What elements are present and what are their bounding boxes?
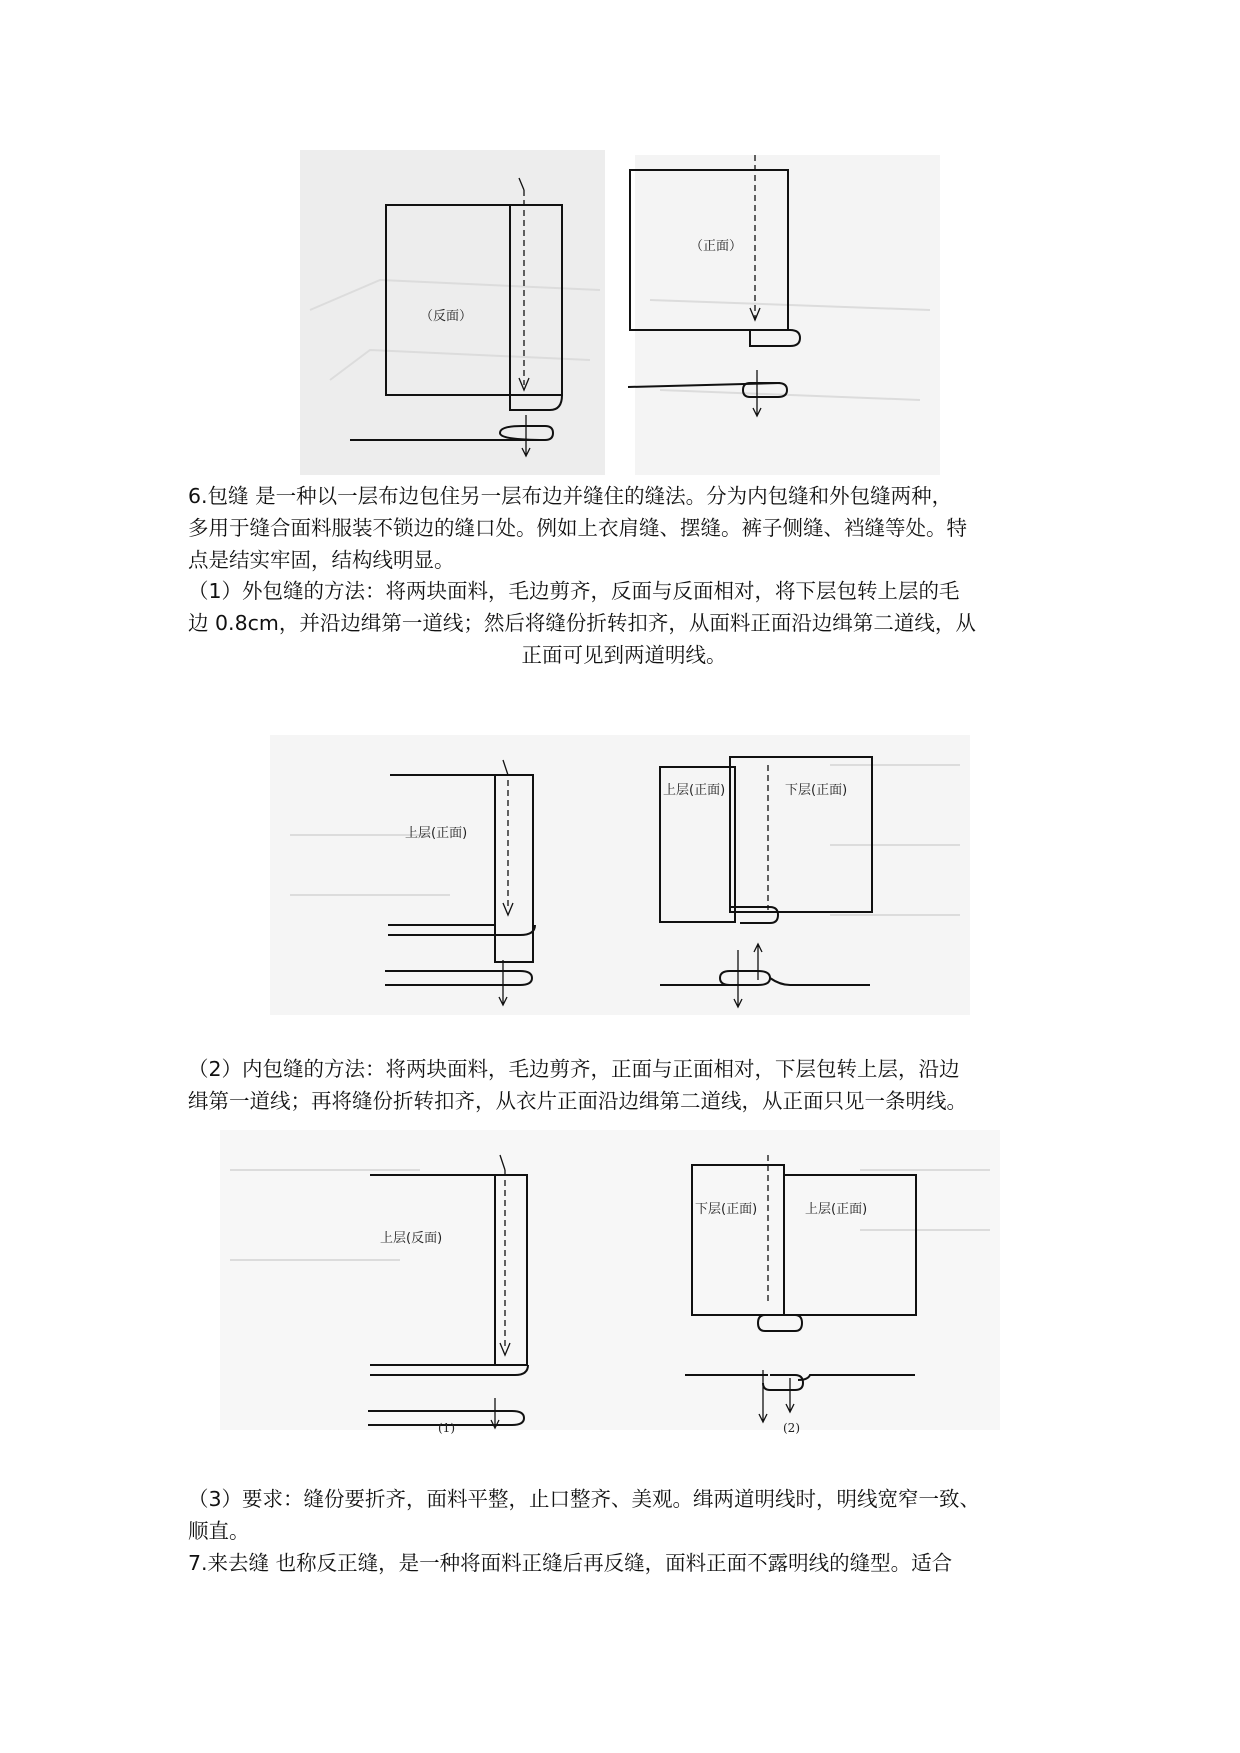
- text-line: 顺直。: [188, 1519, 250, 1543]
- text-line: 正面可见到两道明线。: [521, 643, 727, 667]
- text-line: 6.包缝 是一种以一层布边包住另一层布边并缝住的缝法。分为内包缝和外包缝两种，: [188, 484, 953, 508]
- label-lower-front: 下层(正面): [785, 783, 848, 798]
- label-front-side: （正面）: [690, 239, 743, 254]
- method-3-paragraph: [188, 1483, 1060, 1547]
- method-2-paragraph: [188, 1053, 1060, 1117]
- label-upper-front-2: 上层(正面): [663, 783, 726, 798]
- text-line: （2）内包缝的方法：将两块面料，毛边剪齐，正面与正面相对，下层包转上层，沿边: [188, 1057, 960, 1081]
- label-reverse-side: （反面）: [420, 309, 473, 324]
- figure-1-flat-fell-seam: [300, 150, 940, 480]
- text-line: 点是结实牢固，结构线明显。: [188, 548, 455, 572]
- label-upper-front-1: 上层(正面): [405, 826, 468, 841]
- label-upper-front: 上层(正面): [805, 1202, 868, 1217]
- text-line: 7.来去缝 也称反正缝，是一种将面料正缝后再反缝，面料正面不露明线的缝型。适合: [188, 1551, 953, 1575]
- figure-3-inner-flat-fell-seam: [220, 1130, 1000, 1435]
- label-upper-reverse: 上层(反面): [380, 1231, 443, 1246]
- section-7-paragraph: [188, 1547, 1060, 1579]
- label-lower-front: 下层(正面): [695, 1202, 758, 1217]
- method-1-paragraph: [188, 575, 1060, 671]
- caption-figure-2: (2): [783, 1421, 800, 1435]
- figure-2-outer-flat-fell-seam: [270, 735, 970, 1020]
- section-6-paragraph: [188, 480, 1060, 576]
- caption-figure-1: (1): [438, 1421, 455, 1435]
- text-line: 边 0.8cm，并沿边缉第一道线；然后将缝份折转扣齐，从面料正面沿边缉第二道线，从: [188, 611, 976, 635]
- text-line: 缉第一道线；再将缝份折转扣齐，从衣片正面沿边缉第二道线，从正面只见一条明线。: [188, 1089, 967, 1113]
- text-line: （3）要求：缝份要折齐，面料平整，止口整齐、美观。缉两道明线时，明线宽窄一致、: [188, 1487, 981, 1511]
- text-line: 多用于缝合面料服装不锁边的缝口处。例如上衣肩缝、摆缝。裤子侧缝、裆缝等处。特: [188, 516, 967, 540]
- text-line: （1）外包缝的方法：将两块面料，毛边剪齐，反面与反面相对，将下层包转上层的毛: [188, 579, 960, 603]
